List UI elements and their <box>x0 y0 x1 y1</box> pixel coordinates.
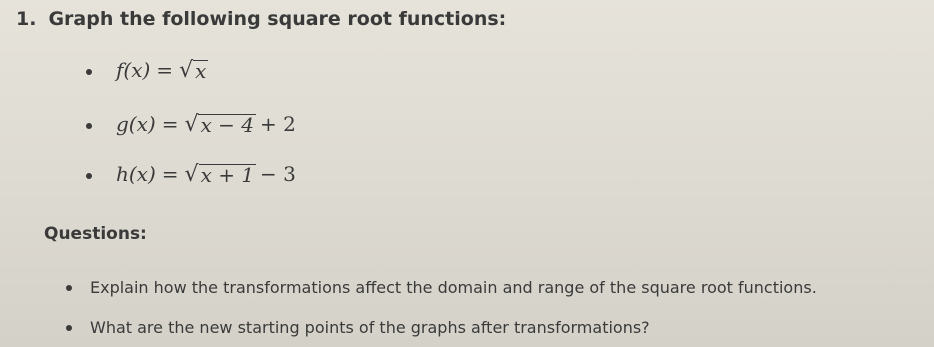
function-shift: + 2 <box>259 112 296 136</box>
square-root <box>179 60 208 82</box>
equals-sign: = <box>161 112 179 136</box>
bullet-icon <box>86 173 92 179</box>
question-text: What are the new starting points of the graphs after transformations? <box>90 318 650 337</box>
problem-instruction: Graph the following square root functions: <box>48 8 507 30</box>
function-expression <box>116 112 296 136</box>
equals-sign: = <box>161 162 179 186</box>
radical-sign-icon: √ <box>184 162 199 187</box>
radicand: x + 1 <box>200 163 255 187</box>
function-name: h(x) <box>116 162 156 186</box>
function-name: g(x) <box>116 112 156 136</box>
function-expression <box>116 162 296 186</box>
questions-heading: Questions: <box>44 224 147 244</box>
problem-number: 1. <box>16 8 37 30</box>
radicand: x <box>195 59 207 83</box>
problem-heading <box>16 8 506 30</box>
equals-sign: = <box>156 58 174 82</box>
function-expression <box>116 58 208 82</box>
question-text: Explain how the transformations affect the domain and range of the square root functions. <box>90 278 817 297</box>
function-name: f(x) <box>116 58 151 82</box>
bullet-icon <box>66 285 72 291</box>
square-root <box>184 114 256 136</box>
radical-sign-icon: √ <box>184 112 199 137</box>
radicand: x − 4 <box>200 113 254 137</box>
bullet-icon <box>66 325 72 331</box>
bullet-icon <box>86 69 92 75</box>
bullet-icon <box>86 123 92 129</box>
radical-sign-icon: √ <box>179 58 194 83</box>
function-shift: − 3 <box>260 162 296 186</box>
square-root <box>185 164 257 186</box>
